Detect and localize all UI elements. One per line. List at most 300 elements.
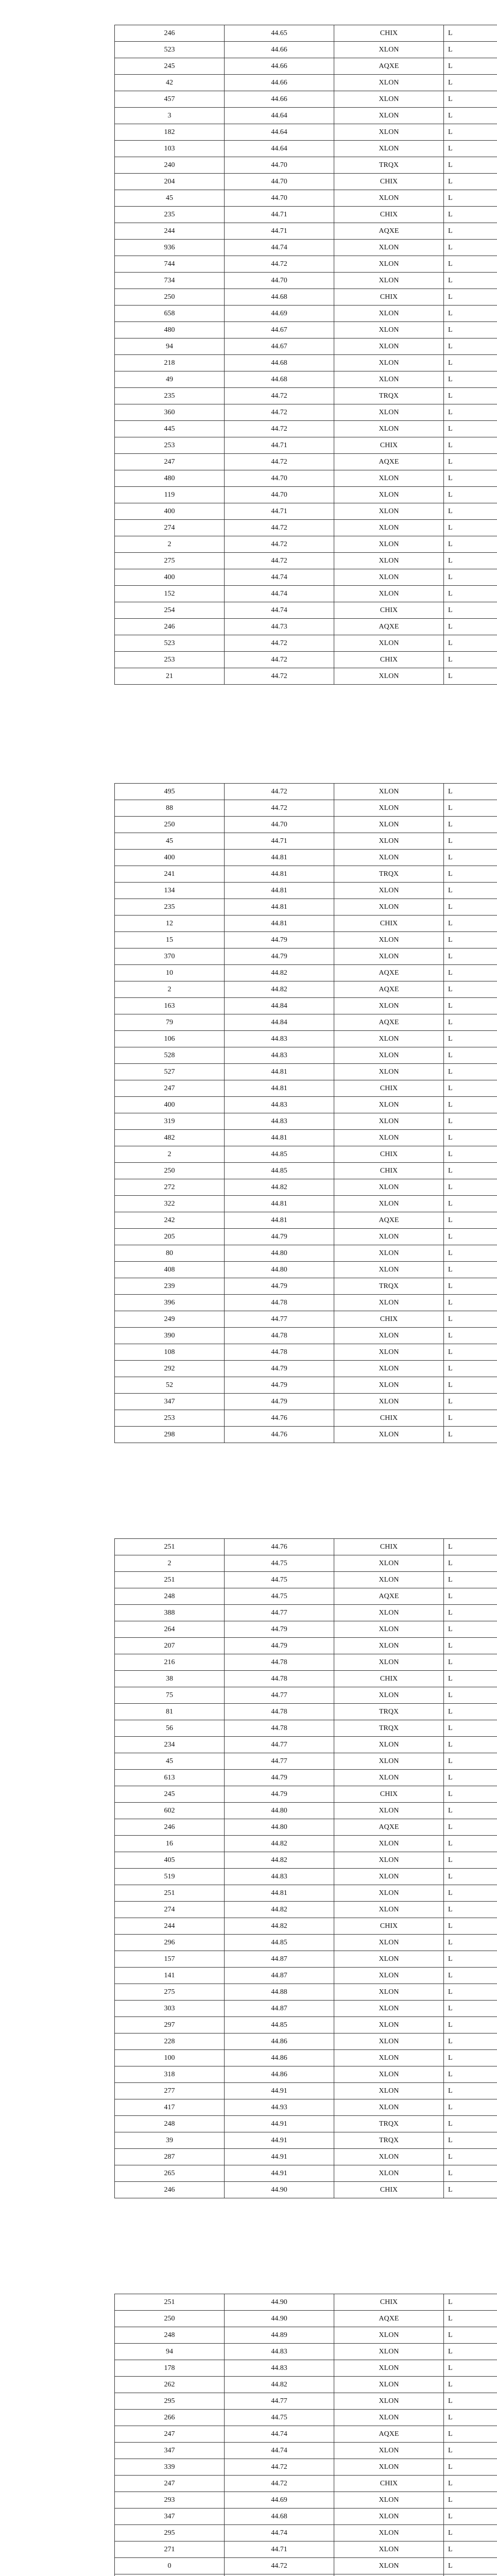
table-row <box>115 1770 497 1786</box>
cell-truncated: L <box>444 371 497 388</box>
cell-price: 44.81 <box>225 866 334 883</box>
cell-price: 44.86 <box>225 2066 334 2083</box>
cell-venue: XLON <box>334 371 444 388</box>
cell-venue: XLON <box>334 2344 444 2360</box>
cell-venue: XLON <box>334 998 444 1014</box>
cell-truncated: L <box>444 2294 497 2311</box>
cell-venue: XLON <box>334 42 444 58</box>
cell-quantity: 235 <box>115 207 225 223</box>
cell-quantity: 248 <box>115 2327 225 2344</box>
cell-venue: XLON <box>334 1803 444 1819</box>
cell-truncated: L <box>444 536 497 553</box>
cell-price: 44.74 <box>225 240 334 256</box>
cell-quantity: 457 <box>115 91 225 108</box>
cell-venue: XLON <box>334 553 444 569</box>
cell-price: 44.74 <box>225 2525 334 2541</box>
table-row <box>115 306 497 322</box>
cell-price: 44.67 <box>225 322 334 338</box>
cell-quantity: 400 <box>115 503 225 520</box>
table-row <box>115 487 497 503</box>
cell-quantity: 42 <box>115 75 225 91</box>
cell-price: 44.86 <box>225 2033 334 2050</box>
cell-truncated: L <box>444 1671 497 1687</box>
table-row <box>115 2509 497 2525</box>
cell-truncated: L <box>444 1737 497 1753</box>
cell-venue: XLON <box>334 1737 444 1753</box>
table-row <box>115 800 497 817</box>
cell-price: 44.69 <box>225 2492 334 2509</box>
cell-truncated: L <box>444 2099 497 2116</box>
cell-quantity: 296 <box>115 1935 225 1951</box>
cell-venue: CHIX <box>334 1918 444 1935</box>
cell-quantity: 182 <box>115 124 225 141</box>
cell-venue: XLON <box>334 1885 444 1902</box>
cell-quantity: 246 <box>115 619 225 635</box>
cell-quantity: 445 <box>115 421 225 437</box>
cell-venue: XLON <box>334 404 444 421</box>
cell-venue: TRQX <box>334 2132 444 2149</box>
cell-price: 44.85 <box>225 1935 334 1951</box>
cell-quantity: 396 <box>115 1295 225 1311</box>
cell-quantity: 244 <box>115 1918 225 1935</box>
cell-truncated: L <box>444 1539 497 1555</box>
cell-price: 44.80 <box>225 1803 334 1819</box>
cell-truncated: L <box>444 1047 497 1064</box>
cell-price: 44.70 <box>225 157 334 174</box>
cell-truncated: L <box>444 75 497 91</box>
cell-quantity: 39 <box>115 2132 225 2149</box>
cell-truncated: L <box>444 2001 497 2017</box>
table-row <box>115 2410 497 2426</box>
cell-price: 44.83 <box>225 2344 334 2360</box>
cell-truncated: L <box>444 1935 497 1951</box>
cell-truncated: L <box>444 916 497 932</box>
table-row <box>115 965 497 981</box>
cell-quantity: 244 <box>115 223 225 240</box>
cell-quantity: 16 <box>115 1836 225 1852</box>
cell-quantity: 482 <box>115 1130 225 1146</box>
cell-truncated: L <box>444 124 497 141</box>
cell-venue: XLON <box>334 124 444 141</box>
cell-truncated: L <box>444 1720 497 1737</box>
cell-quantity: 264 <box>115 1621 225 1638</box>
table-row <box>115 1097 497 1113</box>
cell-price: 44.81 <box>225 850 334 866</box>
cell-quantity: 80 <box>115 1245 225 1262</box>
cell-venue: XLON <box>334 817 444 833</box>
table-row <box>115 1654 497 1671</box>
cell-quantity: 240 <box>115 157 225 174</box>
table-row <box>115 1671 497 1687</box>
cell-quantity: 495 <box>115 784 225 800</box>
cell-price: 44.74 <box>225 2426 334 2443</box>
cell-price: 44.82 <box>225 2377 334 2393</box>
table-row <box>115 1427 497 1443</box>
table-row <box>115 1968 497 1984</box>
table-row <box>115 1130 497 1146</box>
cell-price: 44.86 <box>225 2050 334 2066</box>
cell-truncated: L <box>444 1753 497 1770</box>
cell-price: 44.88 <box>225 1984 334 2001</box>
cell-truncated: L <box>444 569 497 586</box>
cell-price: 44.66 <box>225 75 334 91</box>
cell-truncated: L <box>444 800 497 817</box>
cell-venue: XLON <box>334 800 444 817</box>
table-row <box>115 652 497 668</box>
cell-truncated: L <box>444 2377 497 2393</box>
cell-venue: XLON <box>334 256 444 273</box>
cell-venue: XLON <box>334 273 444 289</box>
cell-price: 44.74 <box>225 586 334 602</box>
table-row <box>115 388 497 404</box>
cell-venue: XLON <box>334 1902 444 1918</box>
cell-venue: XLON <box>334 1654 444 1671</box>
cell-price: 44.66 <box>225 58 334 75</box>
cell-price: 44.71 <box>225 437 334 454</box>
cell-price: 44.83 <box>225 2360 334 2377</box>
cell-venue: CHIX <box>334 2476 444 2492</box>
cell-price: 44.79 <box>225 1229 334 1245</box>
cell-truncated: L <box>444 553 497 569</box>
cell-price: 44.91 <box>225 2083 334 2099</box>
cell-quantity: 100 <box>115 2050 225 2066</box>
table-row <box>115 141 497 157</box>
cell-truncated: L <box>444 421 497 437</box>
cell-price: 44.74 <box>225 2443 334 2459</box>
cell-truncated: L <box>444 2182 497 2198</box>
cell-truncated: L <box>444 190 497 207</box>
table-row <box>115 883 497 899</box>
cell-quantity: 250 <box>115 289 225 306</box>
cell-truncated: L <box>444 1621 497 1638</box>
table-row <box>115 1163 497 1179</box>
cell-truncated: L <box>444 2410 497 2426</box>
cell-venue: XLON <box>334 1377 444 1394</box>
cell-quantity: 251 <box>115 2294 225 2311</box>
cell-price: 44.79 <box>225 1361 334 1377</box>
cell-quantity: 295 <box>115 2393 225 2410</box>
cell-price: 44.85 <box>225 2017 334 2033</box>
table-row <box>115 668 497 685</box>
cell-venue: XLON <box>334 1951 444 1968</box>
cell-venue: TRQX <box>334 1278 444 1295</box>
cell-truncated: L <box>444 1031 497 1047</box>
table-row <box>115 784 497 800</box>
cell-truncated: L <box>444 2050 497 2066</box>
cell-quantity: 360 <box>115 404 225 421</box>
cell-truncated: L <box>444 602 497 619</box>
cell-quantity: 339 <box>115 2459 225 2476</box>
cell-truncated: L <box>444 2393 497 2410</box>
table-row <box>115 2294 497 2311</box>
cell-price: 44.72 <box>225 652 334 668</box>
cell-truncated: L <box>444 866 497 883</box>
table-row <box>115 635 497 652</box>
cell-quantity: 248 <box>115 2116 225 2132</box>
cell-venue: XLON <box>334 1687 444 1704</box>
cell-venue: XLON <box>334 2360 444 2377</box>
cell-price: 44.79 <box>225 1278 334 1295</box>
cell-quantity: 734 <box>115 273 225 289</box>
cell-quantity: 246 <box>115 2182 225 2198</box>
cell-price: 44.78 <box>225 1704 334 1720</box>
cell-venue: CHIX <box>334 1410 444 1427</box>
cell-venue: XLON <box>334 2017 444 2033</box>
cell-venue: AQXE <box>334 1819 444 1836</box>
cell-venue: TRQX <box>334 866 444 883</box>
cell-quantity: 347 <box>115 2443 225 2459</box>
cell-truncated: L <box>444 1361 497 1377</box>
cell-quantity: 253 <box>115 1410 225 1427</box>
cell-price: 44.72 <box>225 404 334 421</box>
cell-quantity: 251 <box>115 1572 225 1588</box>
cell-price: 44.87 <box>225 2001 334 2017</box>
cell-quantity: 246 <box>115 25 225 42</box>
cell-venue: XLON <box>334 1836 444 1852</box>
cell-venue: CHIX <box>334 1163 444 1179</box>
cell-price: 44.77 <box>225 1687 334 1704</box>
table-row <box>115 1539 497 1555</box>
table-row <box>115 2459 497 2476</box>
cell-venue: XLON <box>334 1047 444 1064</box>
cell-quantity: 319 <box>115 1113 225 1130</box>
cell-price: 44.83 <box>225 1113 334 1130</box>
table-row <box>115 1687 497 1704</box>
cell-venue: XLON <box>334 1770 444 1786</box>
cell-price: 44.83 <box>225 1031 334 1047</box>
table-row <box>115 1196 497 1212</box>
cell-venue: XLON <box>334 2509 444 2525</box>
cell-truncated: L <box>444 899 497 916</box>
table-row <box>115 2001 497 2017</box>
table-row <box>115 1605 497 1621</box>
table-row <box>115 289 497 306</box>
cell-quantity: 523 <box>115 635 225 652</box>
cell-truncated: L <box>444 1080 497 1097</box>
cell-venue: XLON <box>334 1295 444 1311</box>
cell-price: 44.68 <box>225 355 334 371</box>
cell-venue: XLON <box>334 1869 444 1885</box>
cell-truncated: L <box>444 388 497 404</box>
cell-venue: XLON <box>334 850 444 866</box>
cell-venue: XLON <box>334 2001 444 2017</box>
cell-price: 44.75 <box>225 1588 334 1605</box>
cell-venue: CHIX <box>334 1080 444 1097</box>
cell-venue: XLON <box>334 635 444 652</box>
cell-truncated: L <box>444 817 497 833</box>
table-row <box>115 1394 497 1410</box>
cell-price: 44.91 <box>225 2165 334 2182</box>
cell-quantity: 235 <box>115 899 225 916</box>
cell-price: 44.93 <box>225 2099 334 2116</box>
cell-quantity: 75 <box>115 1687 225 1704</box>
table-row <box>115 1031 497 1047</box>
cell-quantity: 936 <box>115 240 225 256</box>
cell-quantity: 15 <box>115 932 225 948</box>
cell-quantity: 251 <box>115 1885 225 1902</box>
cell-price: 44.72 <box>225 536 334 553</box>
table-row <box>115 273 497 289</box>
cell-venue: TRQX <box>334 157 444 174</box>
table-row <box>115 981 497 998</box>
cell-venue: XLON <box>334 190 444 207</box>
cell-venue: XLON <box>334 1852 444 1869</box>
cell-truncated: L <box>444 437 497 454</box>
table-row <box>115 1819 497 1836</box>
cell-quantity: 248 <box>115 1588 225 1605</box>
cell-price: 44.72 <box>225 256 334 273</box>
cell-price: 44.68 <box>225 289 334 306</box>
cell-price: 44.91 <box>225 2116 334 2132</box>
cell-price: 44.76 <box>225 1427 334 1443</box>
cell-price: 44.75 <box>225 1555 334 1572</box>
cell-price: 44.79 <box>225 932 334 948</box>
cell-truncated: L <box>444 1687 497 1704</box>
table-row <box>115 157 497 174</box>
table-row <box>115 1572 497 1588</box>
cell-venue: XLON <box>334 536 444 553</box>
table-row <box>115 1064 497 1080</box>
table-row <box>115 223 497 240</box>
cell-price: 44.67 <box>225 338 334 355</box>
table-row <box>115 569 497 586</box>
cell-quantity: 287 <box>115 2149 225 2165</box>
cell-truncated: L <box>444 1588 497 1605</box>
cell-quantity: 235 <box>115 388 225 404</box>
cell-truncated: L <box>444 2476 497 2492</box>
cell-price: 44.84 <box>225 1014 334 1031</box>
cell-truncated: L <box>444 2132 497 2149</box>
cell-truncated: L <box>444 273 497 289</box>
cell-venue: AQXE <box>334 1212 444 1229</box>
table-row <box>115 1902 497 1918</box>
cell-venue: XLON <box>334 1344 444 1361</box>
table-row <box>115 58 497 75</box>
cell-venue: XLON <box>334 2492 444 2509</box>
table-row <box>115 174 497 190</box>
table-row <box>115 1212 497 1229</box>
cell-truncated: L <box>444 981 497 998</box>
cell-truncated: L <box>444 1427 497 1443</box>
cell-quantity: 141 <box>115 1968 225 1984</box>
cell-quantity: 10 <box>115 965 225 981</box>
cell-venue: CHIX <box>334 916 444 932</box>
cell-quantity: 247 <box>115 1080 225 1097</box>
cell-venue: XLON <box>334 1968 444 1984</box>
cell-quantity: 247 <box>115 2476 225 2492</box>
trades-table-4 <box>114 2294 497 2576</box>
cell-venue: XLON <box>334 899 444 916</box>
cell-truncated: L <box>444 1064 497 1080</box>
cell-truncated: L <box>444 338 497 355</box>
cell-venue: XLON <box>334 91 444 108</box>
cell-quantity: 347 <box>115 1394 225 1410</box>
cell-truncated: L <box>444 1555 497 1572</box>
cell-truncated: L <box>444 668 497 685</box>
cell-quantity: 108 <box>115 1344 225 1361</box>
cell-truncated: L <box>444 1262 497 1278</box>
cell-venue: CHIX <box>334 2182 444 2198</box>
cell-venue: XLON <box>334 1064 444 1080</box>
cell-venue: XLON <box>334 1113 444 1130</box>
cell-quantity: 45 <box>115 190 225 207</box>
cell-price: 44.72 <box>225 421 334 437</box>
table-row <box>115 1885 497 1902</box>
table-row <box>115 1786 497 1803</box>
cell-venue: XLON <box>334 1638 444 1654</box>
cell-quantity: 318 <box>115 2066 225 2083</box>
cell-venue: CHIX <box>334 1539 444 1555</box>
cell-venue: XLON <box>334 1572 444 1588</box>
cell-truncated: L <box>444 157 497 174</box>
table-row <box>115 404 497 421</box>
cell-quantity: 251 <box>115 1539 225 1555</box>
table-row <box>115 207 497 223</box>
table-row <box>115 619 497 635</box>
cell-price: 44.87 <box>225 1951 334 1968</box>
cell-venue: XLON <box>334 2393 444 2410</box>
cell-venue: XLON <box>334 421 444 437</box>
cell-price: 44.81 <box>225 1130 334 1146</box>
cell-price: 44.70 <box>225 817 334 833</box>
cell-truncated: L <box>444 1410 497 1427</box>
cell-price: 44.81 <box>225 1080 334 1097</box>
table-row <box>115 1014 497 1031</box>
cell-venue: XLON <box>334 668 444 685</box>
cell-price: 44.85 <box>225 1146 334 1163</box>
cell-truncated: L <box>444 1278 497 1295</box>
cell-truncated: L <box>444 91 497 108</box>
cell-price: 44.68 <box>225 371 334 388</box>
cell-truncated: L <box>444 404 497 421</box>
cell-quantity: 295 <box>115 2525 225 2541</box>
cell-price: 44.77 <box>225 1737 334 1753</box>
cell-truncated: L <box>444 322 497 338</box>
table-row <box>115 124 497 141</box>
cell-quantity: 253 <box>115 437 225 454</box>
cell-truncated: L <box>444 1377 497 1394</box>
cell-venue: XLON <box>334 1621 444 1638</box>
cell-quantity: 12 <box>115 916 225 932</box>
cell-truncated: L <box>444 2426 497 2443</box>
cell-venue: XLON <box>334 1984 444 2001</box>
cell-truncated: L <box>444 1212 497 1229</box>
cell-truncated: L <box>444 520 497 536</box>
cell-truncated: L <box>444 1328 497 1344</box>
cell-truncated: L <box>444 2033 497 2050</box>
cell-truncated: L <box>444 1113 497 1130</box>
cell-venue: XLON <box>334 932 444 948</box>
cell-quantity: 322 <box>115 1196 225 1212</box>
cell-price: 44.66 <box>225 91 334 108</box>
table-row <box>115 2327 497 2344</box>
cell-venue: TRQX <box>334 388 444 404</box>
cell-venue: XLON <box>334 1328 444 1344</box>
cell-quantity: 527 <box>115 1064 225 1080</box>
cell-truncated: L <box>444 2459 497 2476</box>
cell-price: 44.72 <box>225 388 334 404</box>
cell-quantity: 400 <box>115 850 225 866</box>
cell-price: 44.72 <box>225 2558 334 2574</box>
table-row <box>115 470 497 487</box>
cell-venue: CHIX <box>334 25 444 42</box>
cell-quantity: 205 <box>115 1229 225 1245</box>
cell-truncated <box>444 2574 497 2576</box>
cell-quantity: 134 <box>115 883 225 899</box>
cell-price: 44.78 <box>225 1671 334 1687</box>
cell-venue: XLON <box>334 1753 444 1770</box>
cell-price: 44.91 <box>225 2132 334 2149</box>
